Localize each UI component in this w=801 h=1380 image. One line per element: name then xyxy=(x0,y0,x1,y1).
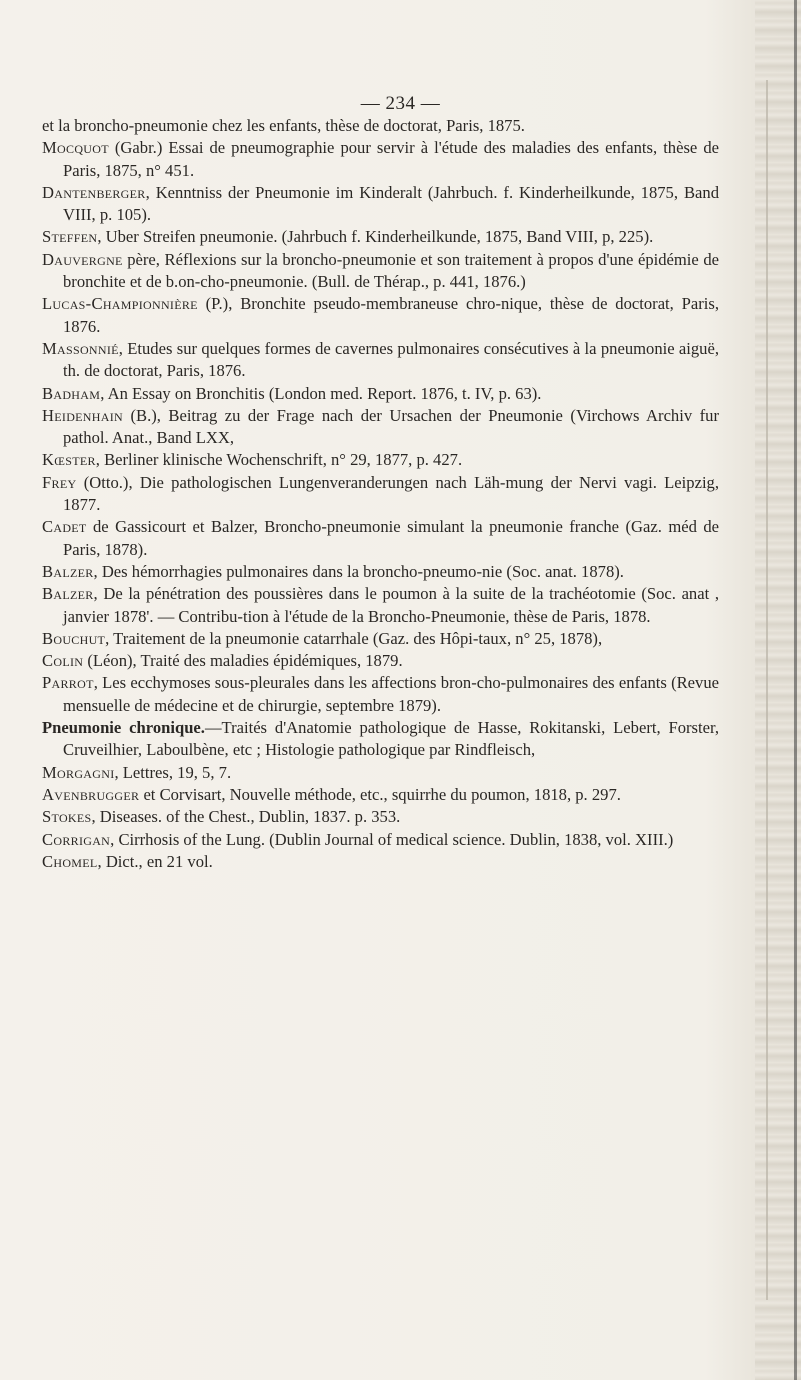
entry-text: , Les ecchymoses sous-pleurales dans les affections bron-cho-pulmonaires des enfants (Revue mensuelle de médecine et de chirurgie, septembre 1879). xyxy=(63,673,719,715)
entry-author: Chomel xyxy=(42,851,98,871)
bibliography-entry xyxy=(42,628,719,650)
entry-author: Avenbrugger xyxy=(42,784,140,804)
entry-text: , An Essay on Bronchitis (London med. Report. 1876, t. IV, p. 63). xyxy=(100,383,542,403)
bibliography-entry xyxy=(42,383,719,405)
entry-author: Badham xyxy=(42,383,101,403)
entry-author: Colin xyxy=(42,651,84,671)
bibliography-entry xyxy=(42,449,719,471)
binding-edge xyxy=(794,0,797,1380)
bibliography-entry xyxy=(42,829,719,851)
entry-author: Frey xyxy=(42,472,77,492)
section-heading: Pneumonie chronique. xyxy=(42,718,205,738)
entry-text: et Corvisart, Nouvelle méthode, etc., squirrhe du poumon, 1818, p. 297. xyxy=(139,784,621,804)
page-fold-line xyxy=(766,80,768,1300)
bibliography-entry xyxy=(42,762,719,784)
entry-text: (B.), Beitrag zu der Frage nach der Ursachen der Pneumonie (Virchows Archiv fur pathol. Anat., Band LXX, xyxy=(63,405,719,448)
bibliography-list xyxy=(42,115,719,873)
entry-text: (Léon), Traité des maladies épidémiques, 1879. xyxy=(83,651,403,671)
bibliography-entry xyxy=(42,137,719,182)
entry-text: , De la pénétration des poussières dans le poumon à la suite de la trachéotomie (Soc. anat , janvier 1878'. — Contribu-tion à l'étude de la Broncho-Pneumonie, thèse de Paris, 1878. xyxy=(63,584,719,626)
entry-text: —Traités d'Anatomie pathologique de Hasse, Rokitanski, Lebert, Forster, Cruveilhier, Laboulbène, etc ; Histologie pathologique par Rindfleisch, xyxy=(63,718,719,760)
entry-author: Lucas-Championnière xyxy=(42,294,198,314)
entry-text: (Gabr.) Essai de pneumographie pour servir à l'étude des maladies des enfants, thèse de Paris, 1875, n° 451. xyxy=(63,138,719,180)
entry-text: , Uber Streifen pneumonie. (Jahrbuch f. Kinderheilkunde, 1875, Band VIII, p, 225). xyxy=(97,227,654,247)
entry-text: , Dict., en 21 vol. xyxy=(97,851,213,871)
entry-author: Cadet xyxy=(42,517,87,537)
entry-text: , Berliner klinische Wochenschrift, n° 29, 1877, p. 427. xyxy=(95,450,463,470)
entry-text: , Des hémorrhagies pulmonaires dans la broncho-pneumo-nie (Soc. anat. 1878). xyxy=(93,561,624,581)
bibliography-entry xyxy=(42,583,719,628)
entry-text: père, Réflexions sur la broncho-pneumonie et son traitement à propos d'une épidémie de bronchite et de b.on-cho-pneumonie. (Bull. de Thérap., p. 441, 1876.) xyxy=(63,249,719,292)
entry-author: Mocquot xyxy=(42,138,109,158)
entry-text: et la broncho-pneumonie chez les enfants, thèse de doctorat, Paris, 1875. xyxy=(42,116,525,135)
entry-text: , Cirrhosis of the Lung. (Dublin Journal of medical science. Dublin, 1838, vol. XIII.) xyxy=(110,829,674,849)
entry-author: Kœster xyxy=(42,450,96,470)
bibliography-entry xyxy=(42,851,719,873)
entry-author: Dauvergne xyxy=(42,249,123,269)
entry-author: Steffen xyxy=(42,227,98,247)
bibliography-entry xyxy=(42,672,719,717)
section-heading-entry xyxy=(42,717,719,762)
entry-text: (Otto.), Die pathologischen Lungenveranderungen nach Läh-mung der Nervi vagi. Leipzig, 1877. xyxy=(63,472,719,515)
bibliography-entry xyxy=(42,561,719,583)
bibliography-entry xyxy=(42,249,719,294)
page-number: — 234 — xyxy=(360,93,441,114)
bibliography-entry xyxy=(42,338,719,383)
entry-author: Morgagni xyxy=(42,762,115,782)
entry-text: , Traitement de la pneumonie catarrhale (Gaz. des Hôpi-taux, n° 25, 1878), xyxy=(105,628,603,648)
entry-author: Stokes xyxy=(42,807,92,827)
entry-author: Corrigan xyxy=(42,829,111,849)
bibliography-entry xyxy=(42,516,719,561)
bibliography-entry xyxy=(42,784,719,806)
entry-author: Balzer xyxy=(42,584,94,604)
bibliography-entry xyxy=(42,405,719,450)
entry-text: , Etudes sur quelques formes de cavernes pulmonaires consécutives à la pneumonie aiguë, th. de doctorat, Paris, 1876. xyxy=(63,338,719,381)
entry-author: Massonnié xyxy=(42,338,119,358)
entry-text: (P.), Bronchite pseudo-membraneuse chro-nique, thèse de doctorat, Paris, 1876. xyxy=(63,294,719,336)
bibliography-entry xyxy=(42,472,719,517)
entry-text: , Kenntniss der Pneumonie im Kinderalt (Jahrbuch. f. Kinderheilkunde, 1875, Band VIII, p. 105). xyxy=(63,182,719,225)
entry-author: Dantenberger xyxy=(42,182,146,202)
entry-author: Balzer xyxy=(42,561,94,581)
entry-author: Bouchut xyxy=(42,628,106,648)
entry-text: , Lettres, 19, 5, 7. xyxy=(114,762,232,782)
entry-text: de Gassicourt et Balzer, Broncho-pneumonie simulant la pneumonie franche (Gaz. méd de Paris, 1878). xyxy=(63,517,719,559)
bibliography-entry xyxy=(42,650,719,672)
bibliography-entry xyxy=(42,226,719,248)
bibliography-entry xyxy=(42,115,719,137)
bibliography-entry xyxy=(42,293,719,338)
bibliography-entry xyxy=(42,182,719,227)
entry-author: Heidenhain xyxy=(42,405,123,425)
bibliography-entry xyxy=(42,806,719,828)
entry-author: Parrot xyxy=(42,673,94,693)
entry-text: , Diseases. of the Chest., Dublin, 1837. p. 353. xyxy=(91,807,401,827)
